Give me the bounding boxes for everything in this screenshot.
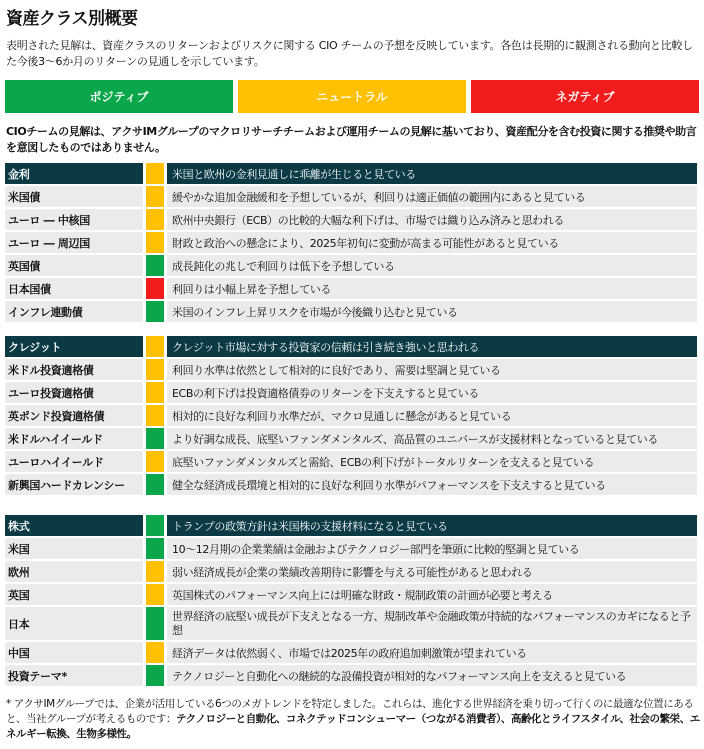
outlook-comment: 底堅いファンダメンタルズと需給、ECBの利下げがトータルリターンを支えると見ている: [167, 451, 697, 472]
rating-swatch-positive: [146, 538, 164, 559]
rating-swatch-positive: [146, 607, 164, 640]
outlook-comment: 英国株式のパフォーマンス向上には明確な財政・規制政策の計画が必要と考える: [167, 584, 697, 605]
table-row: [5, 561, 697, 582]
table-row: [5, 186, 697, 207]
page-title: 資産クラス別概要: [6, 9, 138, 29]
asset-label: 英ポンド投資適格債: [5, 405, 143, 426]
table-row: [5, 405, 697, 426]
outlook-comment: テクノロジーと自動化への継続的な設備投資が相対的なパフォーマンス向上を支えると見ている: [167, 665, 697, 686]
rating-swatch-positive: [146, 301, 164, 322]
asset-label: 英国債: [5, 255, 143, 276]
rating-swatch-negative: [146, 278, 164, 299]
asset-label: 新興国ハードカレンシー: [5, 474, 143, 495]
outlook-comment: ECBの利下げは投資適格債券のリターンを下支えすると見ている: [167, 382, 697, 403]
rating-swatch-neutral: [146, 209, 164, 230]
asset-label: ユーロ ― 中核国: [5, 209, 143, 230]
rating-swatch-neutral: [146, 359, 164, 380]
section-comment: 米国と欧州の金利見通しに乖離が生じると見ている: [167, 163, 697, 184]
asset-label: 投資テーマ*: [5, 665, 143, 686]
table-row: [5, 665, 697, 686]
outlook-comment: 相対的に良好な利回り水準だが、マクロ見通しに懸念があると見ている: [167, 405, 697, 426]
asset-label: 中国: [5, 642, 143, 663]
rating-swatch-positive: [146, 255, 164, 276]
outlook-comment: より好調な成長、底堅いファンダメンタルズ、高品質のユニバースが支援材料となっていると見ている: [167, 428, 697, 449]
table-row: [5, 232, 697, 253]
table-row: [5, 301, 697, 322]
rates-table: [5, 161, 697, 324]
rating-swatch-neutral: [146, 561, 164, 582]
rating-swatch-neutral: [146, 405, 164, 426]
table-row: [5, 642, 697, 663]
outlook-comment: 10～12月期の企業業績は金融およびテクノロジー部門を筆頭に比較的堅調と見ている: [167, 538, 697, 559]
section-comment: クレジット市場に対する投資家の信頼は引き続き強いと思われる: [167, 336, 697, 357]
rating-swatch-positive: [146, 665, 164, 686]
intro-text: 表明された見解は、資産クラスのリターンおよびリスクに関する CIO チームの予想を反映しています。各色は長期的に観測される動向と比較した今後3～6か月のリターンの見通しを示しています。: [6, 39, 693, 68]
outlook-comment: 財政と政治への懸念により、2025年初旬に変動が高まる可能性があると見ている: [167, 232, 697, 253]
asset-label: ユーロ ― 周辺国: [5, 232, 143, 253]
credit-header-row: [5, 336, 697, 357]
rating-legend: [5, 80, 699, 113]
asset-label: 米ドル投資適格債: [5, 359, 143, 380]
asset-label: 欧州: [5, 561, 143, 582]
section-comment: トランプの政策方針は米国株の支援材料になると見ている: [167, 515, 697, 536]
rating-swatch-neutral: [146, 584, 164, 605]
footnote-megatrends: テクノロジーと自動化、コネクテッドコンシューマー（つながる消費者）、高齢化とライフスタイル、社会の繁栄、エネルギー転換、生物多様性。: [6, 713, 700, 740]
section-title: 株式: [5, 515, 143, 536]
footnote: [6, 697, 700, 742]
legend-positive: ポジティブ: [5, 80, 233, 113]
rating-swatch-neutral: [146, 336, 164, 357]
asset-label: 米ドルハイイールド: [5, 428, 143, 449]
section-title: クレジット: [5, 336, 143, 357]
outlook-comment: 欧州中央銀行（ECB）の比較的大幅な利下げは、市場では織り込み済みと思われる: [167, 209, 697, 230]
table-row: [5, 584, 697, 605]
asset-label: 日本: [5, 607, 143, 640]
rating-swatch-neutral: [146, 451, 164, 472]
asset-label: ユーロ投資適格債: [5, 382, 143, 403]
outlook-comment: 緩やかな追加金融緩和を予想しているが、利回りは適正価値の範囲内にあると見ている: [167, 186, 697, 207]
table-row: [5, 474, 697, 495]
rates-header-row: [5, 163, 697, 184]
asset-label: 米国債: [5, 186, 143, 207]
asset-label: 日本国債: [5, 278, 143, 299]
outlook-comment: 健全な経済成長環境と相対的に良好な利回り水準がパフォーマンスを下支えすると見ている: [167, 474, 697, 495]
rating-swatch-neutral: [146, 382, 164, 403]
asset-label: 英国: [5, 584, 143, 605]
table-row: [5, 538, 697, 559]
table-row: [5, 359, 697, 380]
outlook-comment: 経済データは依然弱く、市場では2025年の政府追加刺激策が望まれている: [167, 642, 697, 663]
outlook-comment: 米国のインフレ上昇リスクを市場が今後織り込むと見ている: [167, 301, 697, 322]
rating-swatch-positive: [146, 515, 164, 536]
rating-swatch-positive: [146, 474, 164, 495]
table-row: [5, 607, 697, 640]
rating-swatch-neutral: [146, 642, 164, 663]
equity-header-row: [5, 515, 697, 536]
asset-label: インフレ連動債: [5, 301, 143, 322]
asset-label: ユーロハイイールド: [5, 451, 143, 472]
table-row: [5, 382, 697, 403]
legend-neutral: ニュートラル: [238, 80, 466, 113]
table-row: [5, 255, 697, 276]
credit-table: [5, 334, 697, 497]
rating-swatch-neutral: [146, 163, 164, 184]
disclaimer: CIOチームの見解は、アクサIMグループのマクロリサーチチームおよび運用チームの見解に基いており、資産配分を含む投資に関する推奨や助言を意図したものではありません。: [6, 125, 697, 154]
table-row: [5, 209, 697, 230]
asset-label: 米国: [5, 538, 143, 559]
table-row: [5, 428, 697, 449]
rating-swatch-neutral: [146, 232, 164, 253]
rating-swatch-positive: [146, 428, 164, 449]
outlook-comment: 弱い経済成長が企業の業績改善期待に影響を与える可能性があると思われる: [167, 561, 697, 582]
section-title: 金利: [5, 163, 143, 184]
rating-swatch-neutral: [146, 186, 164, 207]
footnote-text: * アクサIMグループでは、企業が活用している6つのメガトレンドを特定しました。これらは、進化する世界経済を乗り切って行くのに最適な位置にあると、当社グループが考えるものです：: [6, 698, 694, 725]
legend-negative: ネガティブ: [471, 80, 699, 113]
table-row: [5, 451, 697, 472]
outlook-comment: 世界経済の底堅い成長が下支えとなる一方、規制改革や金融政策が持続的なパフォーマンスのカギになると予想: [167, 607, 697, 640]
outlook-comment: 利回り水準は依然として相対的に良好であり、需要は堅調と見ている: [167, 359, 697, 380]
outlook-comment: 成長鈍化の兆しで利回りは低下を予想している: [167, 255, 697, 276]
table-row: [5, 278, 697, 299]
equity-table: [5, 513, 697, 688]
outlook-comment: 利回りは小幅上昇を予想している: [167, 278, 697, 299]
